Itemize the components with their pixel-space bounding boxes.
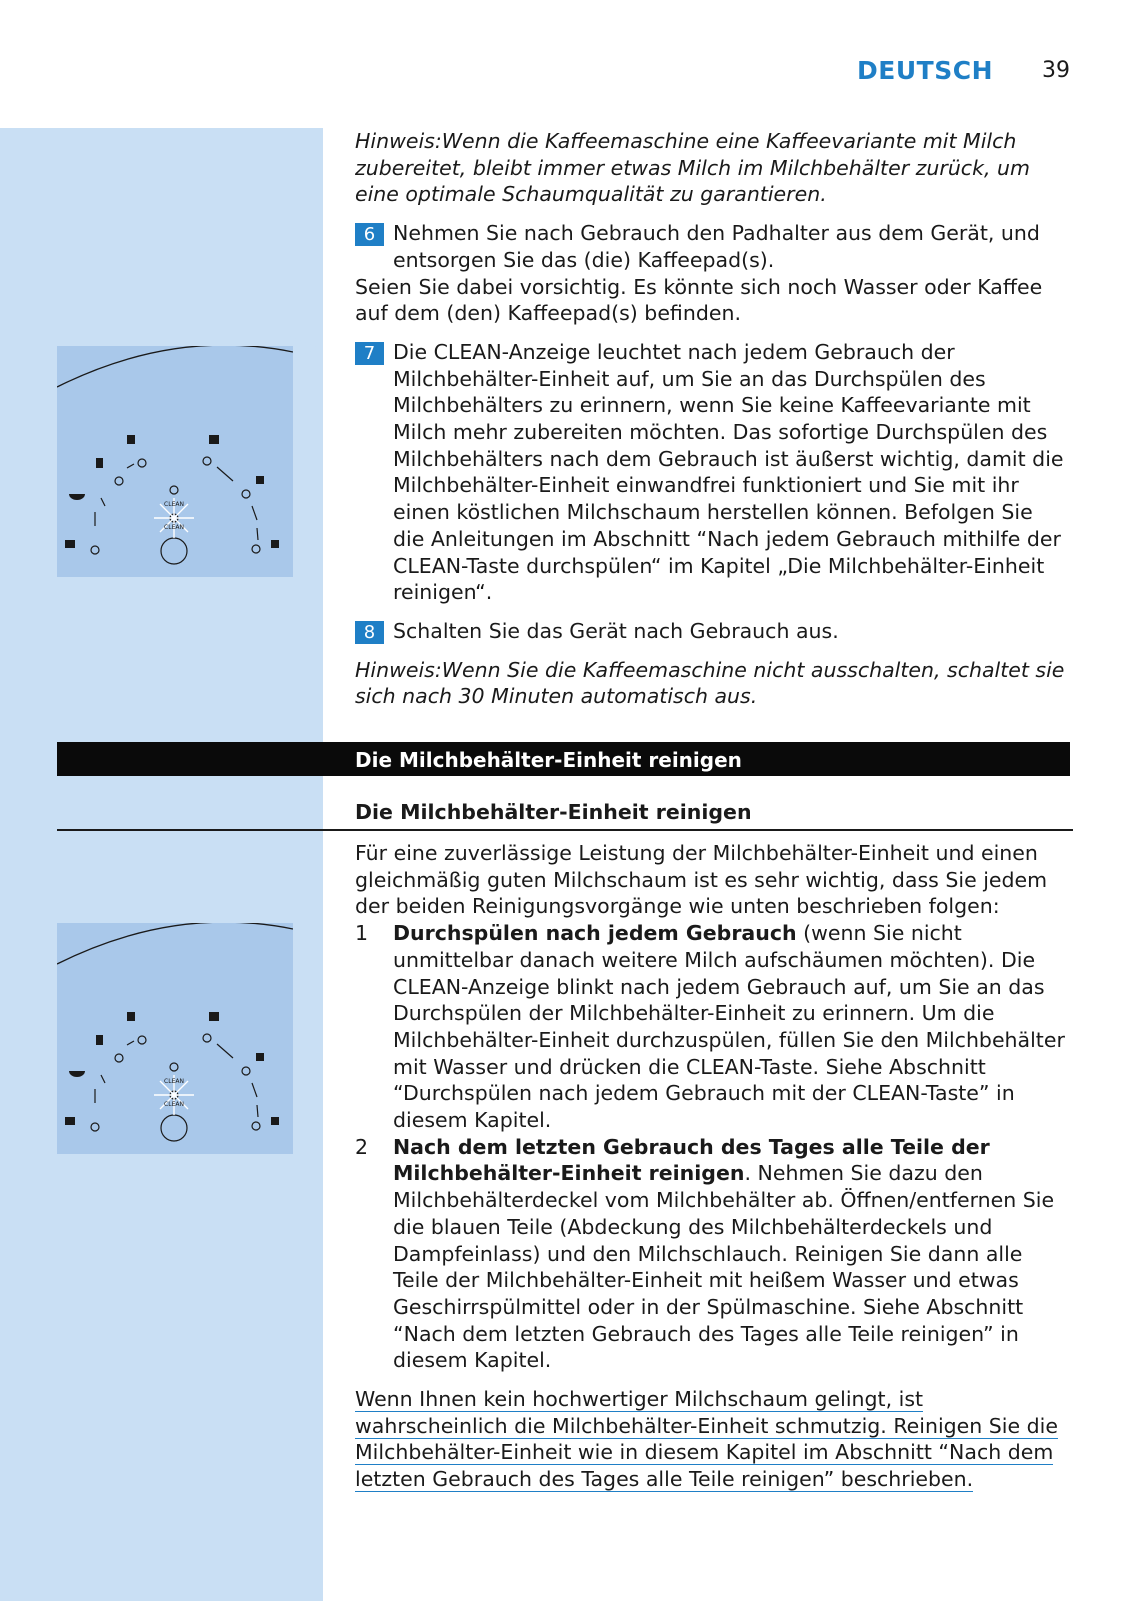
clean-label: CLEAN bbox=[164, 1078, 184, 1085]
cleaning-hint bbox=[355, 1386, 1070, 1493]
item-number: 2 bbox=[355, 1134, 369, 1159]
cleaning-hint-text: Wenn Ihnen kein hochwertiger Milchschaum gelingt, ist wahrscheinlich die Milchbehälter-Einheit schmutzig. Reinigen Sie die Milchbehälter-Einheit wie in diesem Kapitel im Abschnitt “Nach dem letzten Gebrauch des Tages alle Teile reinigen” beschrieben. bbox=[355, 1387, 1058, 1492]
control-panel-drawing bbox=[57, 917, 293, 1154]
item-bold: Durchspülen nach jedem Gebrauch bbox=[393, 921, 797, 946]
item-text: (wenn Sie nicht unmittelbar danach weitere Milch aufschäumen möchten). Die CLEAN-Anzeige blinkt nach jedem Gebrauch auf, um Sie an das Durchspülen der Milchbehälter-Einheit zu erinnern. Um die Milchbehälter-Einheit durchzuspülen, füllen Sie den Milchbehälter mit Wasser und drücken die CLEAN-Taste. Siehe Abschnitt “Durchspülen nach jedem Gebrauch mit der CLEAN-Taste” in diesem Kapitel. bbox=[393, 921, 1065, 1133]
list-item-1 bbox=[355, 920, 1070, 1134]
section-1-content bbox=[355, 128, 1070, 710]
step-text: Schalten Sie das Gerät nach Gebrauch aus. bbox=[393, 618, 839, 643]
step-text: Nehmen Sie nach Gebrauch den Padhalter aus dem Gerät, und entsorgen Sie das (die) Kaffeepad(s). bbox=[393, 221, 1040, 272]
page-number: 39 bbox=[1042, 58, 1070, 83]
step-7 bbox=[355, 339, 1070, 606]
section-2-content bbox=[355, 840, 1070, 1493]
control-panel-illustration-2 bbox=[57, 917, 293, 1154]
note-auto-off: Hinweis:Wenn Sie die Kaffeemaschine nicht ausschalten, schaltet sie sich nach 30 Minuten automatisch aus. bbox=[355, 657, 1065, 709]
control-panel-illustration-1 bbox=[57, 340, 293, 577]
item-text: . Nehmen Sie dazu den Milchbehälterdeckel vom Milchbehälter ab. Öffnen/entfernen Sie die blauen Teile (Abdeckung des Milchbehälterdeckels und Dampfeinlass) und den Milchschlauch. Reinigen Sie dann alle Teile der Milchbehälter-Einheit mit heißem Wasser und etwas Geschirrspülmittel oder in der Spülmaschine. Siehe Abschnitt “Nach dem letzten Gebrauch des Tages alle Teile reinigen” in diesem Kapitel. bbox=[393, 1161, 1055, 1373]
list-item-2 bbox=[355, 1134, 1070, 1374]
subsection-title: Die Milchbehälter-Einheit reinigen bbox=[355, 800, 752, 824]
clean-label-bottom: CLEAN bbox=[164, 1101, 184, 1108]
control-panel-drawing bbox=[57, 340, 293, 577]
clean-label-bottom: CLEAN bbox=[164, 524, 184, 531]
item-bold: Nach dem letzten Gebrauch des Tages alle Teile der Milchbehälter-Einheit reinigen bbox=[393, 1134, 990, 1186]
section-title: Die Milchbehälter-Einheit reinigen bbox=[355, 748, 742, 772]
subsection-rule bbox=[57, 829, 1073, 831]
step-number: 7 bbox=[355, 342, 384, 365]
note-milk-residue: Hinweis:Wenn die Kaffeemaschine eine Kaffeevariante mit Milch zubereitet, bleibt immer etwas Milch im Milchbehälter zurück, um eine optimale Schaumqualität zu garantieren. bbox=[355, 129, 1030, 207]
section-title-bar bbox=[57, 742, 1070, 776]
step-number: 8 bbox=[355, 621, 384, 644]
step-6 bbox=[355, 220, 1070, 273]
step-6-caution: Seien Sie dabei vorsichtig. Es könnte sich noch Wasser oder Kaffee auf dem (den) Kaffeepad(s) befinden. bbox=[355, 274, 1043, 326]
clean-label: CLEAN bbox=[164, 501, 184, 508]
panel-pointer bbox=[290, 336, 320, 360]
item-number: 1 bbox=[355, 921, 369, 946]
intro-paragraph: Für eine zuverlässige Leistung der Milchbehälter-Einheit und einen gleichmäßig guten Milchschaum ist es sehr wichtig, dass Sie jedem der beiden Reinigungsvorgänge wie unten beschrieben folgen: bbox=[355, 841, 1048, 919]
header-language: DEUTSCH bbox=[857, 56, 993, 85]
step-8 bbox=[355, 618, 1070, 645]
step-number: 6 bbox=[355, 223, 384, 246]
step-text: Die CLEAN-Anzeige leuchtet nach jedem Gebrauch der Milchbehälter-Einheit auf, um Sie an das Durchspülen des Milchbehälters zu erinnern, wenn Sie keine Kaffeevariante mit Milch mehr zubereiten möchten. Das sofortige Durchspülen des Milchbehälters nach dem Gebrauch ist äußerst wichtig, damit die Milchbehälter-Einheit einwandfrei funktioniert und Sie mit ihr einen köstlichen Milchschaum herstellen können. Befolgen Sie die Anleitungen im Abschnitt “Nach jedem Gebrauch mithilfe der CLEAN-Taste durchspülen“ im Kapitel „Die Milchbehälter-Einheit reinigen“. bbox=[393, 339, 1064, 605]
